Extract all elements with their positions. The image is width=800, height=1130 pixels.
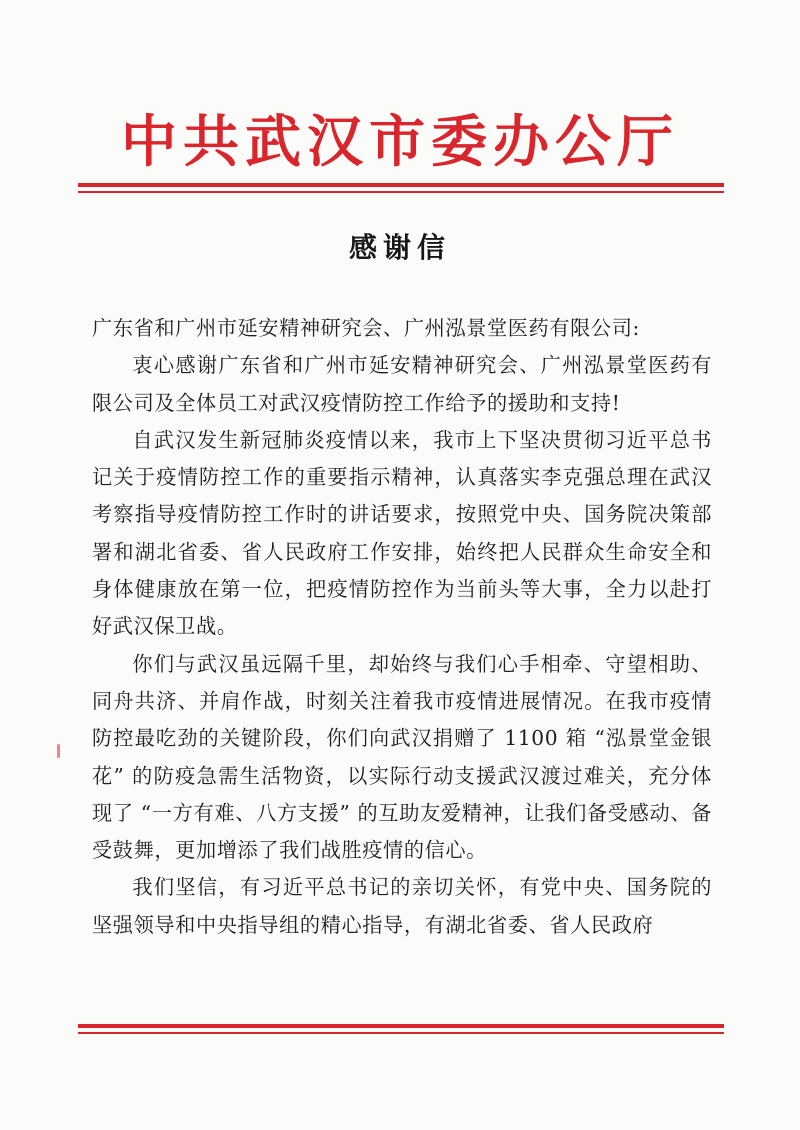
letter-paragraph-1: 衷心感谢广东省和广州市延安精神研究会、广州泓景堂医药有限公司及全体员工对武汉疫情防控工作给予的援助和支持! (92, 353, 712, 415)
letterhead-rule-thick (78, 183, 724, 187)
letter-title: 感谢信 (348, 231, 451, 264)
letter-paragraph-3: 你们与武汉虽远隔千里，却始终与我们心手相牵、守望相助、同舟共济、并肩作战，时刻关注着我市疫情进展情况。在我市疫情防控最吃劲的关键阶段，你们向武汉捐赠了 1100 箱 “泓景堂金银花” 的防疫急需生活物资，以实际行动支援武汉渡过难关，充分体现了 “一方有难、八方支援” 的互助友爱精神，让我们备受感动、备受鼓舞，更加增添了我们战胜疫情的信心。 (92, 651, 712, 863)
letterhead-rule-thin (78, 191, 724, 193)
letter-paragraph-4: 我们坚信，有习近平总书记的亲切关怀，有党中央、国务院的坚强领导和中央指导组的精心指导，有湖北省委、省人民政府 (92, 875, 712, 937)
footer-rule-thin (78, 1032, 724, 1034)
letterhead-title: 中共武汉市委办公厅 (121, 110, 679, 175)
letter-paragraph-2: 自武汉发生新冠肺炎疫情以来，我市上下坚决贯彻习近平总书记关于疫情防控工作的重要指示精神，认真落实李克强总理在武汉考察指导疫情防控工作时的讲话要求，按照党中央、国务院决策部署和湖北省委、省人民政府工作安排，始终把人民群众生命安全和身体健康放在第一位，把疫情防控作为当前头等大事，全力以赴打好武汉保卫战。 (92, 427, 712, 639)
letter-body (92, 310, 712, 944)
letter-salutation: 广东省和广州市延安精神研究会、广州泓景堂医药有限公司: (92, 316, 640, 340)
margin-ink-mark (57, 744, 60, 758)
footer-rule-thick (78, 1024, 724, 1028)
